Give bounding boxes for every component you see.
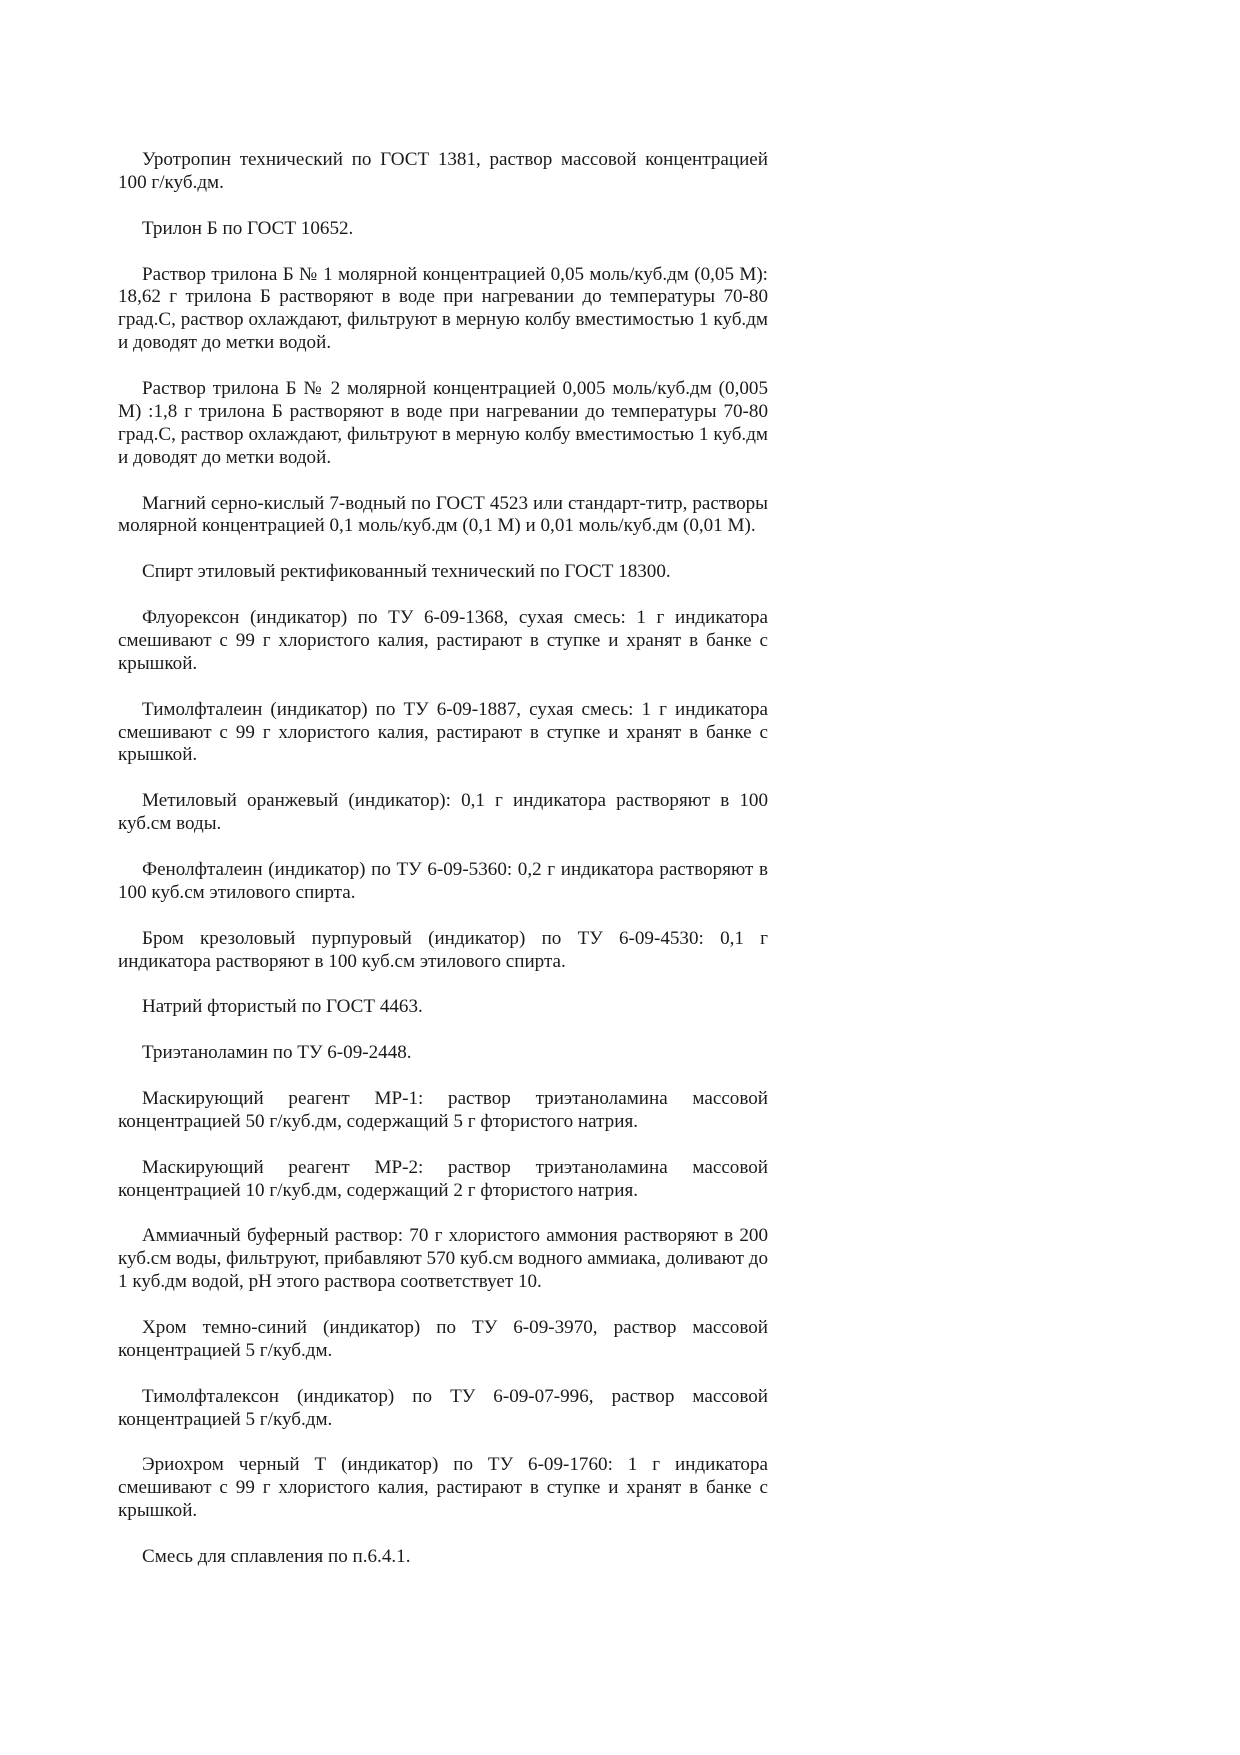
paragraph-methyl-orange: Метиловый оранжевый (индикатор): 0,1 г индикатора растворяют в 100 куб.см воды.	[118, 790, 768, 835]
paragraph-ethyl-alcohol: Спирт этиловый ректификованный технический по ГОСТ 18300.	[142, 561, 671, 583]
paragraph-trilon-b: Трилон Б по ГОСТ 10652.	[142, 217, 354, 239]
paragraph-masking-reagent-1: Маскирующий реагент МР-1: раствор триэтаноламина массовой концентрацией 50 г/куб.дм, содержащий 5 г фтористого натрия.	[118, 1087, 768, 1132]
paragraph-ammonia-buffer: Аммиачный буферный раствор: 70 г хлористого аммония растворяют в 200 куб.см воды, фильтруют, прибавляют 570 куб.см водного аммиака, доливают до 1 куб.дм водой, pH этого раствора соответствует 10.	[118, 1225, 768, 1293]
paragraph-magnesium-sulfate: Магний серно-кислый 7-водный по ГОСТ 4523 или стандарт-титр, растворы молярной концентрацией 0,1 моль/куб.дм (0,1 М) и 0,01 моль/куб.дм (0,01 М).	[118, 492, 768, 537]
paragraph-fusion-mixture: Смесь для сплавления по п.6.4.1.	[142, 1545, 411, 1567]
paragraph-thymolphthalein: Тимолфталеин (индикатор) по ТУ 6-09-1887, сухая смесь: 1 г индикатора смешивают с 99 г хлористого калия, растирают в ступке и хранят в банке с крышкой.	[118, 698, 768, 766]
paragraph-fluorexon: Флуорексон (индикатор) по ТУ 6-09-1368, сухая смесь: 1 г индикатора смешивают с 99 г хлористого калия, растирают в ступке и хранят в банке с крышкой.	[118, 607, 768, 674]
paragraph-eriochrome-black: Эриохром черный Т (индикатор) по ТУ 6-09-1760: 1 г индикатора смешивают с 99 г хлористого калия, растирают в ступке и хранят в банке с крышкой.	[118, 1454, 768, 1522]
document-page	[118, 149, 768, 1592]
paragraph-thymolphthalexon: Тимолфталексон (индикатор) по ТУ 6-09-07-996, раствор массовой концентрацией 5 г/куб.дм.	[118, 1385, 768, 1430]
paragraph-masking-reagent-2: Маскирующий реагент МР-2: раствор триэтаноламина массовой концентрацией 10 г/куб.дм, содержащий 2 г фтористого натрия.	[118, 1156, 768, 1201]
paragraph-triethanolamine: Триэтаноламин по ТУ 6-09-2448.	[142, 1042, 412, 1064]
paragraph-sodium-fluoride: Натрий фтористый по ГОСТ 4463.	[142, 996, 423, 1018]
paragraph-phenolphthalein: Фенолфталеин (индикатор) по ТУ 6-09-5360: 0,2 г индикатора растворяют в 100 куб.см этилового спирта.	[118, 858, 768, 903]
paragraph-trilon-solution-1: Раствор трилона Б № 1 молярной концентрацией 0,05 моль/куб.дм (0,05 М): 18,62 г трилона Б растворяют в воде при нагревании до температуры 70-80 град.С, раствор охлаждают, фильтруют в мерную колбу вместимостью 1 куб.дм и доводят до метки водой.	[118, 263, 768, 354]
paragraph-bromocresol-purple: Бром крезоловый пурпуровый (индикатор) по ТУ 6-09-4530: 0,1 г индикатора растворяют в 100 куб.см этилового спирта.	[118, 927, 768, 972]
paragraph-trilon-solution-2: Раствор трилона Б № 2 молярной концентрацией 0,005 моль/куб.дм (0,005 М) :1,8 г трилона Б растворяют в воде при нагревании до температуры 70-80 град.С, раствор охлаждают, фильтруют в мерную колбу вместимостью 1 куб.дм и доводят до метки водой.	[118, 378, 768, 468]
paragraph-chrome-dark-blue: Хром темно-синий (индикатор) по ТУ 6-09-3970, раствор массовой концентрацией 5 г/куб.дм.	[118, 1316, 768, 1361]
paragraph-urotropin: Уротропин технический по ГОСТ 1381, раствор массовой концентрацией 100 г/куб.дм.	[118, 149, 768, 193]
